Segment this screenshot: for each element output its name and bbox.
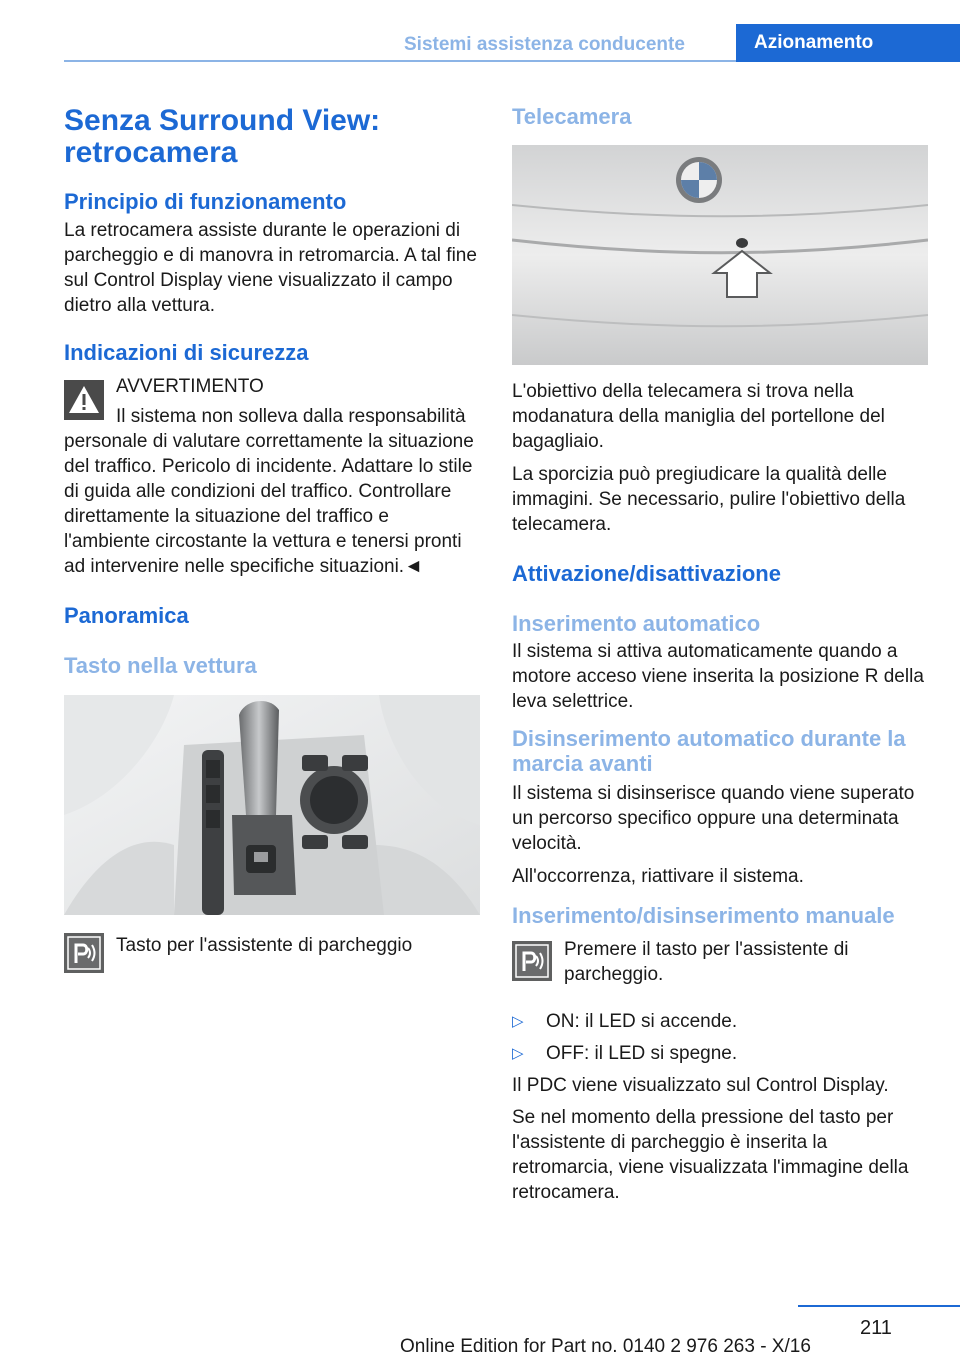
footer-rule [798,1305,960,1307]
triangle-bullet-icon: ▷ [512,1045,524,1062]
page-number: 211 [860,1317,892,1339]
tailgate-camera-photo [512,145,928,365]
page-title: Senza Surround View: retrocamera [64,104,381,169]
activation-heading: Attivazione/disattivazione [512,561,781,586]
park-assist-icon [64,933,104,973]
console-photo [64,695,480,915]
overview-heading: Panoramica [64,603,189,628]
right-column [512,100,928,1205]
list-item: ▷ ON: il LED si accende. [512,1011,738,1032]
principle-text: La retrocamera assiste durante le operazioni di parcheggio e di manovra in retromarcia. A tal fine sul Control Display viene visualizzato il campo dietro alla vettura. [64,220,477,316]
camera-text-1: L'obiettivo della telecamera si trova nella modanatura della maniglia del portellone del bagagliaio. [512,381,885,452]
warning-triangle-icon [64,380,104,420]
manual-heading: Inserimento/disinserimento manuale [512,903,895,928]
park-assist-icon [512,941,552,981]
manual-instruction-text: Premere il tasto per l'assistente di parcheggio. [564,939,849,985]
header-chapter-tab: Azionamento [736,24,960,62]
header-rule [64,60,736,62]
auto-on-text: Il sistema si attiva automaticamente quando a motore acceso viene inserita la posizione R della leva selettrice. [512,641,924,712]
pdc-text: Il PDC viene visualizzato sul Control Display. [512,1075,889,1096]
warning-box [64,374,480,579]
safety-heading: Indicazioni di sicurezza [64,340,309,365]
button-in-car-heading: Tasto nella vettura [64,653,257,678]
principle-heading: Principio di funzionamento [64,189,347,214]
camera-text-2: La sporcizia può pregiudicare la qualità delle immagini. Se necessario, pulire l'obiettivo della telecamera. [512,464,906,535]
warning-label: AVVERTIMENTO [116,376,264,397]
edition-info: Online Edition for Part no. 0140 2 976 263 - X/16 [400,1336,811,1357]
header-section-title: Sistemi assistenza conducente [404,34,685,55]
reverse-text: Se nel momento della pressione del tasto per l'assistente di parcheggio è inserita la retromarcia, viene visualizzata l'immagine della retrocamera. [512,1107,909,1203]
auto-off-text-2: All'occorrenza, riattivare il sistema. [512,866,804,887]
warning-text: personale di valutare correttamente la situazione del traffico. Pericolo di incidente. Adattare lo stile di guida alle condizioni del traffico. Controllare direttamente la situazione del traffico e l'ambiente circostante la vettura e tenersi pronti ad intervenire nelle specifiche situazioni.◄ [64,431,474,577]
warning-text-first: Il sistema non solleva dalla responsabilità [116,406,466,427]
left-column [64,100,480,977]
led-list [512,1009,928,1066]
park-assist-caption: Tasto per l'assistente di parcheggio [116,935,413,956]
camera-heading: Telecamera [512,104,632,129]
triangle-bullet-icon: ▷ [512,1013,524,1030]
auto-off-text: Il sistema si disinserisce quando viene superato un percorso specifico oppure una determinata velocità. [512,783,915,854]
auto-on-heading: Inserimento automatico [512,611,761,636]
manual-instruction-row [512,937,928,989]
list-item: ▷ OFF: il LED si spegne. [512,1043,738,1064]
auto-off-heading: Disinserimento automatico durante la marcia avanti [512,726,906,776]
park-assist-caption-row [64,933,480,977]
